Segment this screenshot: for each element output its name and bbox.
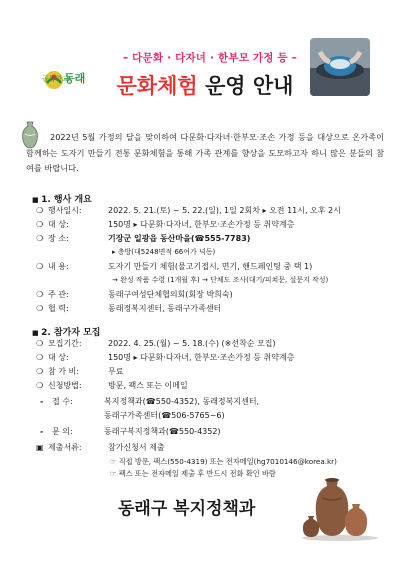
recruit-target-row: ❍ 대 상: 150명 ▸ 다문화·다자녀, 한부모·조손가정 등 취약계층 bbox=[36, 353, 295, 362]
event-date-row: ❍ 행사일시: 2022. 5. 21.(토) ~ 5. 22.(일), 1일 2회차 ▸ 오전 11시, 오후 2시 bbox=[36, 206, 341, 215]
content-note: → 완성 작품 수령 (1개월 후) → 단체도 조사(대기/피쳐문, 설문지 작성) bbox=[112, 276, 329, 284]
intro-paragraph: 2022년 5월 가정의 달을 맞이하여 다문화·다자녀·한부모·조손 가정 등을 대상으로 온가족이 함께하는 도자기 만들기 전통 문화체험을 통해 가족 관계를 향상을 도모하고자 하니 많은 분들의 참여를 바랍니다. bbox=[26, 132, 384, 173]
logo-subtext: 골목학교 bbox=[42, 75, 70, 83]
logo-text: 동래 bbox=[64, 72, 86, 85]
section-overview-title: ■ 1. 행사 개요 bbox=[32, 195, 92, 205]
target-row: ❍ 대 상: 150명 ▸ 다문화·다자녀, 한부모·조손가정 등 취약계층 bbox=[36, 220, 295, 229]
submit-note-1: ☞ 직접 방문, 팩스(550-4319) 또는 전자메일(hg7010146@korea.kr) bbox=[110, 457, 337, 466]
section-icon: ■ bbox=[32, 196, 42, 204]
title-highlight: 문화체험 bbox=[116, 74, 198, 98]
section-icon: ■ bbox=[32, 329, 42, 337]
documents-row: ▣ 제출서류: 참가신청서 제출 bbox=[36, 443, 165, 452]
footer-department: 동래구 복지정책과 bbox=[118, 499, 256, 519]
header-subtitle: – 다문화 · 다자녀 · 한부모 가정 등 – bbox=[122, 52, 298, 64]
district-logo bbox=[42, 68, 104, 96]
place-row: ❍ 장 소: 기장군 일광읍 동산마을(☎555-7783) bbox=[36, 234, 251, 243]
partner-row: ❍ 협 력: 동래정복지센터, 동래구가족센터 bbox=[36, 304, 222, 313]
apply-method-row: ❍ 신청방법: 방문, 팩스 또는 이메일 bbox=[36, 381, 188, 390]
section-recruit-title: ■ 2. 참가자 모집 bbox=[32, 328, 101, 338]
title-rest: 운영 안내 bbox=[197, 74, 294, 98]
reception-row-cont: 동래구가족센터(☎506-5765~6) bbox=[104, 411, 225, 420]
reception-row: - 접 수: 복지정책과(☎550-4352), 동래정복지센터, bbox=[40, 397, 260, 406]
recruit-period-row: ❍ 모집기간: 2022. 4. 25.(월) ~ 5. 18.(수) (※선착순 모집) bbox=[36, 339, 276, 348]
page-title bbox=[100, 70, 310, 100]
pottery-wheel-photo bbox=[310, 38, 370, 96]
organizer-row: ❍ 주 관: 동래구여성단체협의회(회장 박희숙) bbox=[36, 290, 233, 299]
submit-note-2: ☞ 팩스 또는 전자메일 제출 후 반드시 전화 확인 바람 bbox=[110, 469, 276, 478]
header bbox=[0, 0, 400, 112]
place-note: ▸ 층방(대5248면적 66여가 넉동) bbox=[112, 248, 216, 256]
pottery-jars-image bbox=[300, 470, 380, 542]
fee-row: ❍ 참 가 비: 무료 bbox=[36, 367, 124, 376]
inquiry-row: - 문 의: 동래구복지정책과(☎550-4352) bbox=[40, 427, 221, 436]
content-row: ❍ 내 용: 도자기 만들기 체험(물고기접시, 면기, 핸드페인팅 중 택 1) bbox=[36, 262, 313, 271]
